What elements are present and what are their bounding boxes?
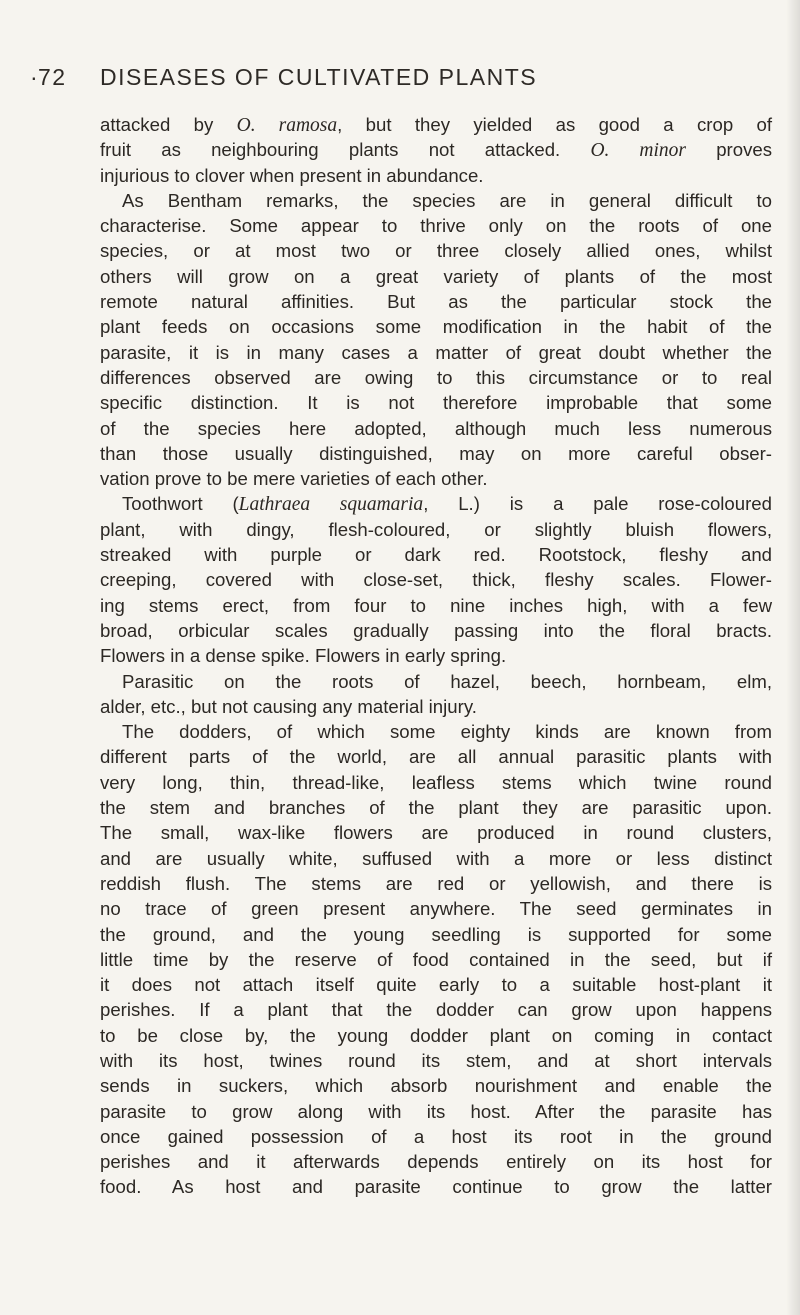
text-line: The small, wax-like flowers are produced in round clusters, <box>100 822 772 844</box>
text-line: with its host, twines round its stem, and at short intervals <box>100 1049 772 1071</box>
text-line: sends in suckers, which absorb nourishment and enable the <box>100 1075 772 1097</box>
page-marker: · <box>30 64 40 90</box>
body-text <box>100 112 772 1200</box>
text-line: parasite to grow along with its host. After the parasite has <box>100 1100 772 1122</box>
text-line: it does not attach itself quite early to a suitable host-plant it <box>100 974 772 996</box>
text-line: Parasitic on the roots of hazel, beech, hornbeam, elm, <box>122 670 772 692</box>
text-line: The dodders, of which some eighty kinds are known from <box>122 721 772 743</box>
text-line: the ground, and the young seedling is supported for some <box>100 923 772 945</box>
text-line: very long, thin, thread-like, leafless stems which twine round <box>100 771 772 793</box>
text-line: alder, etc., but not causing any material injury. <box>100 695 477 717</box>
text-line: of the species here adopted, although much less numerous <box>100 417 772 439</box>
text-line: different parts of the world, are all annual parasitic plants with <box>100 746 772 768</box>
text-line: Toothwort (Lathraea squamaria, L.) is a pale rose-coloured <box>122 493 772 516</box>
text-line: injurious to clover when present in abundance. <box>100 164 484 186</box>
text-line: ing stems erect, from four to nine inches high, with a few <box>100 594 772 616</box>
text-line: the stem and branches of the plant they are parasitic upon. <box>100 797 772 819</box>
text-line: no trace of green present anywhere. The seed germinates in <box>100 898 772 920</box>
text-line: plant feeds on occasions some modification in the habit of the <box>100 316 772 338</box>
text-line: characterise. Some appear to thrive only on the roots of one <box>100 215 772 237</box>
text-line: than those usually distinguished, may on more careful obser- <box>100 442 772 464</box>
text-line: specific distinction. It is not therefore improbable that some <box>100 392 772 414</box>
text-line: Flowers in a dense spike. Flowers in early spring. <box>100 645 507 667</box>
text-line: plant, with dingy, flesh-coloured, or slightly bluish flowers, <box>100 518 772 540</box>
running-head <box>30 64 730 94</box>
text-line: food. As host and parasite continue to grow the latter <box>100 1176 772 1198</box>
text-line: to be close by, the young dodder plant on coming in contact <box>100 1024 772 1046</box>
text-line: remote natural affinities. But as the particular stock the <box>100 291 772 313</box>
text-line: and are usually white, suffused with a more or less distinct <box>100 847 772 869</box>
text-line: species, or at most two or three closely allied ones, whilst <box>100 240 772 262</box>
text-line: parasite, it is in many cases a matter of great doubt whether the <box>100 341 772 363</box>
text-line: streaked with purple or dark red. Rootstock, fleshy and <box>100 544 772 566</box>
text-line: As Bentham remarks, the species are in general difficult to <box>122 189 772 211</box>
text-line: creeping, covered with close-set, thick, fleshy scales. Flower- <box>100 569 772 591</box>
text-line: once gained possession of a host its root in the ground <box>100 1125 772 1147</box>
text-line: fruit as neighbouring plants not attacked. O. minor proves <box>100 139 773 162</box>
text-line: reddish flush. The stems are red or yellowish, and there is <box>100 872 772 894</box>
text-line: broad, orbicular scales gradually passing into the floral bracts. <box>100 619 772 641</box>
page-number: 72 <box>38 64 67 90</box>
page-edge-shadow <box>786 0 800 1315</box>
text-line: differences observed are owing to this circumstance or to real <box>100 366 772 388</box>
text-line: vation prove to be mere varieties of each other. <box>100 468 488 490</box>
text-line: little time by the reserve of food contained in the seed, but if <box>100 948 772 970</box>
text-line: attacked by O. ramosa, but they yielded as good a crop of <box>100 114 773 136</box>
text-line: others will grow on a great variety of plants of the most <box>100 265 772 287</box>
text-line: perishes and it afterwards depends entirely on its host for <box>100 1151 772 1173</box>
running-title: DISEASES OF CULTIVATED PLANTS <box>100 64 538 90</box>
text-line: perishes. If a plant that the dodder can grow upon happens <box>100 999 772 1021</box>
